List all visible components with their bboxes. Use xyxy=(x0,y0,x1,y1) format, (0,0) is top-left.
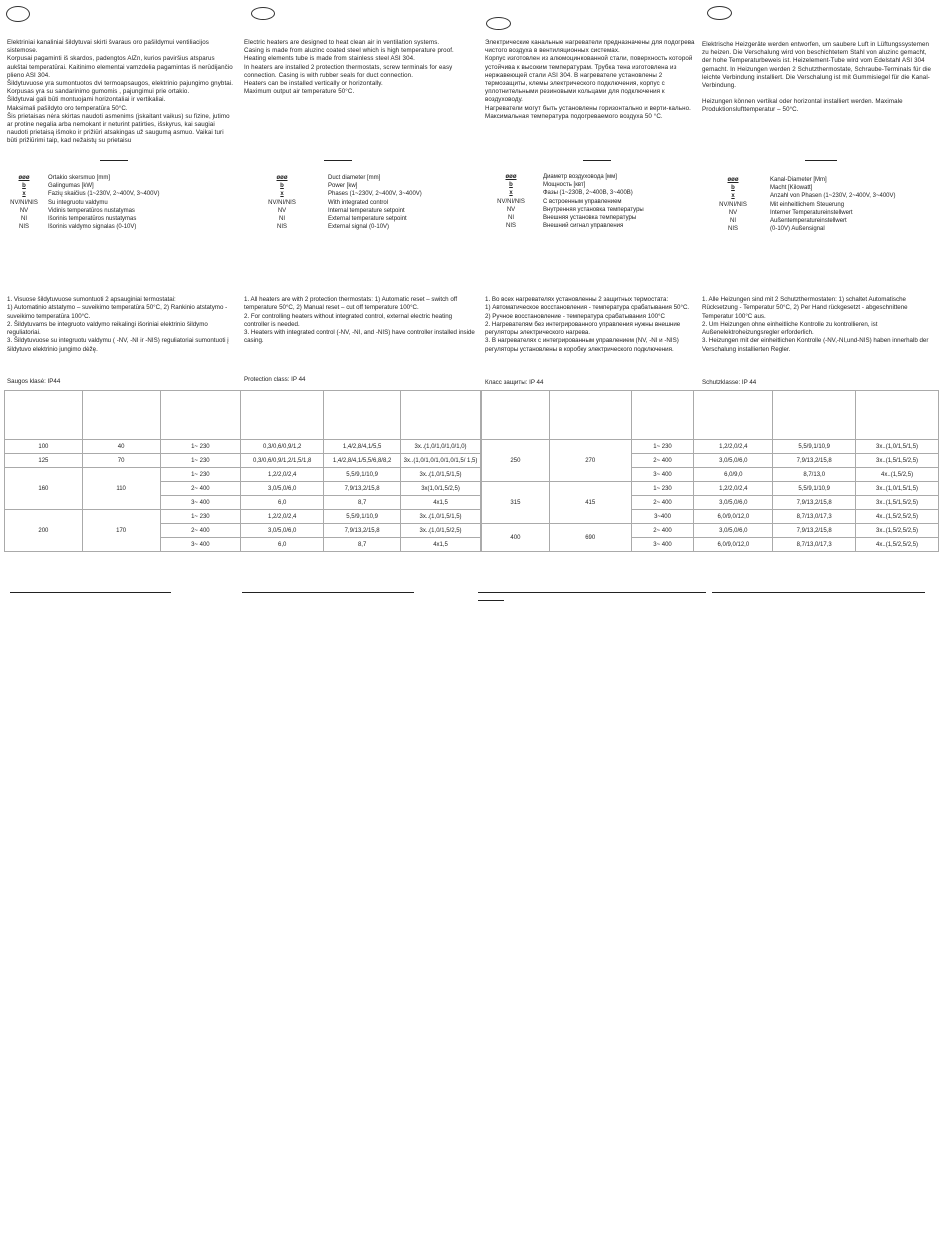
ru-protection-class: Класс защиты: IP 44 xyxy=(485,379,544,386)
legend-row: NI External temperature setpoint xyxy=(279,216,407,223)
current-cell: 7,9/13,2/15,8 xyxy=(773,496,856,510)
diameter-cell: 200 xyxy=(5,510,83,552)
legend-row: NI Außentemperatureinstellwert xyxy=(730,218,847,225)
current-cell: 1,4/2,8/4,1/5,5 xyxy=(324,440,401,454)
cable-cell: 3x..(1,0/1,0/1,0/1,0/1,5/ 1,5) xyxy=(401,454,481,468)
current-cell: 8,7/13,0/17,3 xyxy=(773,510,856,524)
en-language-oval xyxy=(251,7,275,20)
current-cell: 8,7 xyxy=(324,538,401,552)
power-cell: 3,0/5,0/6,0 xyxy=(694,496,773,510)
lt-intro: Elektriniai kanaliniai šildytuvai skirti švaraus oro pašildymui ventiliacijos sistemose. Korpusai pagaminti iš skardos, padengtos AlZn, kurios paviršius atsparus aukštai temperatūrai. Kaitinimo elementai vamzdelia pagamintas iš nerūdijančio plieno ASI 304. Šildytuvuose yra sumontuotos dvi termoapsaugos, elektrinio pajungimo gnybtai. Korpusas yra su sandarinimo gumomis , pajungimui prie ortakio. Šildytuvai gali būti montuojami horizontaliai ir vertikaliai. Maksimali pašildyto oro temperatūra 50°C. Šis prietaisas nėra skirtas naudoti asmenims (įskaitant vaikus) su fizine, jutimo ar protine negalia arba nemokant ir neturint patirties, išskyrus, kai saugiai naudoti prietaisą išmoko ir prižiūri atsakingas už saugumą asmuo. Vaikai turi būti prižiūrimi taip, kad nežaistų su prietaisu xyxy=(7,39,234,145)
en-intro: Electric heaters are designed to heat clean air in ventilation systems. Casing is made from aluzinc coated steel which is high temperature proof. Heating elements tube is made from stainless steel ASI 304. In heaters are installed 2 protection thermostats, screw terminals for easy connection. Casing is with rubber seals for duct connection. Heaters can be installed vertically or horizontally. Maximum output air temperature 50°C. xyxy=(244,39,454,96)
legend-row: øøø Диаметр воздуховода [мм] xyxy=(505,174,617,180)
current-cell: 5,5/9,1/10,9 xyxy=(773,482,856,496)
legend-row: NIS Išorinis valdymo signalas (0-10V) xyxy=(18,224,137,231)
cable-cell: 3x(1,0/1,5/2,5) xyxy=(401,482,481,496)
table-row xyxy=(5,510,481,524)
current-cell: 5,5/9,1/10,9 xyxy=(324,510,401,524)
legend-row: NV Внутренняя установка температуры xyxy=(506,206,644,213)
b-value-cell: 110 xyxy=(82,468,160,510)
phase-cell: 1~ 230 xyxy=(160,468,241,482)
phase-cell: 1~ 230 xyxy=(631,440,694,454)
ru-notes: 1. Во всех нагревателях установленны 2 защитных термостата: 1) Автоматическое восстановления - температура срабатывания 50°C. 2) Ручное восстановление - температура срабатывания 100°C 2. Нагревателям без интегрированного управления нужны внешние регуляторы электрического нагрева. 3. В нагревателях с интегрированным управлением (NV, -NI и -NIS) регуляторы установлены в коробку электрического подключения. xyxy=(485,296,690,353)
phase-cell: 3~400 xyxy=(631,510,694,524)
legend-row: x Fazių skaičius (1~230V, 2~400V, 3~400V) xyxy=(22,191,160,198)
diameter-cell: 250 xyxy=(482,440,550,482)
current-cell: 7,9/13,2/15,8 xyxy=(324,524,401,538)
legend-row: NV/NI/NIS Mit einheitlichem Steuerung xyxy=(719,201,845,208)
diameter-cell: 400 xyxy=(482,524,550,552)
table-header-cell xyxy=(324,391,401,440)
b-value-cell: 690 xyxy=(549,524,631,552)
current-cell: 7,9/13,2/15,8 xyxy=(324,482,401,496)
power-cell: 6,0/9,0 xyxy=(694,468,773,482)
en-heading-rule xyxy=(324,160,352,161)
cable-cell: 4x1,5 xyxy=(401,496,481,510)
legend-row: b Мощность [квт] xyxy=(509,182,586,189)
cable-cell: 3x..(1,5/1,5/2,5) xyxy=(856,454,939,468)
table-row xyxy=(5,468,481,482)
lt-signature-line xyxy=(10,592,171,593)
power-cell: 1,2/2,0/2,4 xyxy=(241,468,324,482)
ru-signature-line-short xyxy=(478,600,504,601)
b-value-cell: 40 xyxy=(82,440,160,454)
power-cell: 0,3/0,6/0,9/1,2 xyxy=(241,440,324,454)
legend-row: NV/NI/NIS With integrated control xyxy=(268,199,389,206)
cable-cell: 4x..(1,5/2,5) xyxy=(856,468,939,482)
current-cell: 7,9/13,2/15,8 xyxy=(773,524,856,538)
power-cell: 6,0 xyxy=(241,538,324,552)
en-notes: 1. All heaters are with 2 protection thermostats: 1) Automatic reset – switch off temperature 50°C, 2) Manual reset – cut off temperature 100°C. 2. For controlling heaters without integrated control, external electric heating controller is needed. 3. Heaters with integrated control (-NV, -NI, and -NIS) have controller installed inside casing. xyxy=(244,296,475,345)
phase-cell: 2~ 400 xyxy=(631,496,694,510)
power-cell: 1,2/2,0/2,4 xyxy=(694,440,773,454)
de-protection-class: Schutzklasse: IP 44 xyxy=(702,379,757,386)
phase-cell: 3~ 400 xyxy=(160,538,241,552)
en-signature-line xyxy=(242,592,414,593)
cable-cell: 3x..(1,0/1,5/2,5) xyxy=(401,524,481,538)
legend-row: NV Internal temperature setpoint xyxy=(277,207,405,214)
power-cell: 3,0/5,0/6,0 xyxy=(694,524,773,538)
table-row xyxy=(482,482,939,496)
table-header-cell xyxy=(549,391,631,440)
lt-legend xyxy=(5,174,159,231)
legend-row: NIS (0-10V) Außensignal xyxy=(727,226,825,233)
de-heading-rule xyxy=(805,160,837,161)
phase-cell: 3~ 400 xyxy=(631,468,694,482)
power-cell: 1,2/2,0/2,4 xyxy=(694,482,773,496)
b-value-cell: 170 xyxy=(82,510,160,552)
b-value-cell: 70 xyxy=(82,454,160,468)
legend-row: NIS External signal (0-10V) xyxy=(276,224,390,231)
current-cell: 5,5/9,1/10,9 xyxy=(324,468,401,482)
cable-cell: 3x..(1,5/1,5/2,5) xyxy=(856,496,939,510)
en-legend xyxy=(262,174,422,231)
table-header-cell xyxy=(631,391,694,440)
b-value-cell: 415 xyxy=(549,482,631,524)
table-header-cell xyxy=(160,391,241,440)
diameter-cell: 100 xyxy=(5,440,83,454)
de-notes: 1. Alle Heizungen sind mit 2 Schutzthermostaten: 1) schaltet Automatische Rücksetzung - Temperatur 50°C, 2) Per Hand rückgesetzt - abgeschnittene Temperatur 100°C aus. 2. Um Heizungen ohne einheitliche Kontrolle zu kontrollieren, ist Außenelektroheizungsregler erforderlich. 3. Heizungen mit der einheitlichen Kontrolle (-NV,-NI,und-NIS) haben innerhalb der Verschalung installierten Regler. xyxy=(702,296,929,353)
current-cell: 5,5/9,1/10,9 xyxy=(773,440,856,454)
spec-table-right xyxy=(481,390,939,552)
legend-row: øøø Duct diameter [mm] xyxy=(276,175,381,181)
spec-table-left xyxy=(4,390,481,552)
cable-cell: 4x..(1,5/2,5/2,5) xyxy=(856,510,939,524)
table-header-cell xyxy=(856,391,939,440)
current-cell: 8,7/13,0 xyxy=(773,468,856,482)
phase-cell: 2~ 400 xyxy=(160,524,241,538)
table-header-cell xyxy=(241,391,324,440)
legend-row: b Galingumas [kW] xyxy=(22,183,94,190)
diameter-cell: 160 xyxy=(5,468,83,510)
phase-cell: 1~ 230 xyxy=(160,440,241,454)
table-header-cell xyxy=(482,391,550,440)
de-signature-line xyxy=(712,592,925,593)
ru-heading-rule xyxy=(583,160,611,161)
legend-row: NV Interner Temperatureinstellwert xyxy=(728,209,853,216)
power-cell: 0,3/0,6/0,9/1,2/1,5/1,8 xyxy=(241,454,324,468)
phase-cell: 2~ 400 xyxy=(631,524,694,538)
ru-signature-line xyxy=(478,592,706,593)
current-cell: 8,7/13,0/17,3 xyxy=(773,538,856,552)
diameter-cell: 315 xyxy=(482,482,550,524)
legend-row: b Power [kw] xyxy=(280,183,358,190)
table-row xyxy=(482,440,939,454)
lt-language-oval xyxy=(6,6,30,22)
diameter-cell: 125 xyxy=(5,454,83,468)
power-cell: 6,0/9,0/12,0 xyxy=(694,538,773,552)
de-legend xyxy=(713,176,896,233)
cable-cell: 3x..(1,0/1,5/1,5) xyxy=(401,468,481,482)
legend-row: øøø Ortakio skersmuo [mm] xyxy=(18,175,111,181)
power-cell: 1,2/2,0/2,4 xyxy=(241,510,324,524)
table-header-cell xyxy=(773,391,856,440)
table-header-cell xyxy=(401,391,481,440)
legend-row: NIS Внешний сигнал управления xyxy=(505,223,624,230)
b-value-cell: 270 xyxy=(549,440,631,482)
power-cell: 6,0 xyxy=(241,496,324,510)
phase-cell: 1~ 230 xyxy=(160,510,241,524)
table-header-cell xyxy=(82,391,160,440)
legend-row: x Anzahl von Phasen (1~230V, 2~400V, 3~400V) xyxy=(731,193,896,200)
current-cell: 7,9/13,2/15,8 xyxy=(773,454,856,468)
table-header-cell xyxy=(5,391,83,440)
power-cell: 3,0/5,0/6,0 xyxy=(694,454,773,468)
table-row xyxy=(5,454,481,468)
current-cell: 8,7 xyxy=(324,496,401,510)
cable-cell: 4x..(1,5/2,5/2,5) xyxy=(856,538,939,552)
cable-cell: 4x1,5 xyxy=(401,538,481,552)
cable-cell: 3x..(1,0/1,0/1,0/1,0) xyxy=(401,440,481,454)
table-header-row xyxy=(5,391,481,440)
phase-cell: 2~ 400 xyxy=(631,454,694,468)
ru-language-oval xyxy=(486,17,511,30)
cable-cell: 3x..(1,0/1,5/1,5) xyxy=(856,440,939,454)
legend-row: x Фазы (1~230В, 2~400В, 3~400В) xyxy=(509,190,633,197)
de-intro: Elektrische Heizgeräte werden entworfen, um saubere Luft in Lüftungssystemen zu heizen. Die Verschalung wird von beschichtetem Stahl von aluzinc gemacht, der hohe Temperaturbeweis ist. Heizelement-Tube wird vom Edelstahl ASI 304 gemacht. In Heizungen werden 2 Schutzthermostate, Schraube-Terminals für die leichte Verbindung installiert. Die Verschalung ist mit Gummisiegel für die Kanal-Verbindung. Heizungen können vertikal oder horizontal installiert werden. Maximale Produktionslufttemperatur – 50°C. xyxy=(702,41,932,114)
legend-row: x Phases (1~230V, 2~400V, 3~400V) xyxy=(280,191,422,198)
ru-legend xyxy=(491,173,644,230)
legend-row: NI Внешняя установка температуры xyxy=(508,215,637,222)
phase-cell: 2~ 400 xyxy=(160,482,241,496)
legend-row: øøø Kanal-Diameter [Mm] xyxy=(727,177,827,183)
power-cell: 3,0/5,0/6,0 xyxy=(241,482,324,496)
en-protection-class: Protection class: IP 44 xyxy=(244,376,306,383)
legend-row: NV Vidinis temperatūros nustatymas xyxy=(19,207,135,214)
table-header-row xyxy=(482,391,939,440)
de-language-oval xyxy=(707,6,732,20)
phase-cell: 1~ 230 xyxy=(631,482,694,496)
table-header-cell xyxy=(694,391,773,440)
cable-cell: 3x..(1,5/2,5/2,5) xyxy=(856,524,939,538)
ru-intro: Электрические канальные нагреватели предназначены для подогрева чистого воздуха в вентиляционных системах. Корпус изготовлен из алюмоцинкованной стали, поверхность которой устойчива к высоким температурам. Трубка тена изготовлена из нержавеющей стали ASI 304. В нагревателе установлены 2 термозащиты, клемы электрического подключения, корпус с уплотнительными резиновыми кольцами для подключения к воздуховоду. Нагреватели могут быть установлены горизонтально и верти-кально. Максимальная температура подогреваемого воздуха 50 °C. xyxy=(485,39,695,120)
legend-row: b Macht [Kilowatt] xyxy=(731,185,813,192)
legend-row: NV/NI/NIS С встроенным управлением xyxy=(497,198,622,205)
power-cell: 3,0/5,0/6,0 xyxy=(241,524,324,538)
lt-heading-rule xyxy=(100,160,128,161)
table-row xyxy=(5,440,481,454)
cable-cell: 3x..(1,0/1,5/1,5) xyxy=(856,482,939,496)
current-cell: 1,4/2,8/4,1/5,5/6,8/8,2 xyxy=(324,454,401,468)
power-cell: 6,0/9,0/12,0 xyxy=(694,510,773,524)
lt-notes: 1. Visuose šildytuvuose sumontuoti 2 apsauginiai termostatai: 1) Automatinio atstatymo – suveikimo temperatūra 50°C, 2) Rankinio atstatymo - suveikimo temperatūra 100°C. 2. Šildytuvams be integruoto valdymo reikalingi išoriniai elektrinio šildymo reguliatoriai. 3. Šildytuvuose su integruotu valdymu ( -NV, -NI ir -NIS) reguliatoriai sumontuoti į šildytuvo elektrinio jungimo dėžę. xyxy=(7,296,229,353)
phase-cell: 3~ 400 xyxy=(631,538,694,552)
legend-row: NI Išorinis temperatūros nustatymas xyxy=(21,216,137,223)
phase-cell: 1~ 230 xyxy=(160,454,241,468)
cable-cell: 3x..(1,0/1,5/1,5) xyxy=(401,510,481,524)
table-row xyxy=(482,524,939,538)
lt-protection-class: Saugos klasė: IP44 xyxy=(7,378,61,385)
legend-row: NV/NI/NIS Su integruotu valdymu xyxy=(10,199,108,206)
phase-cell: 3~ 400 xyxy=(160,496,241,510)
